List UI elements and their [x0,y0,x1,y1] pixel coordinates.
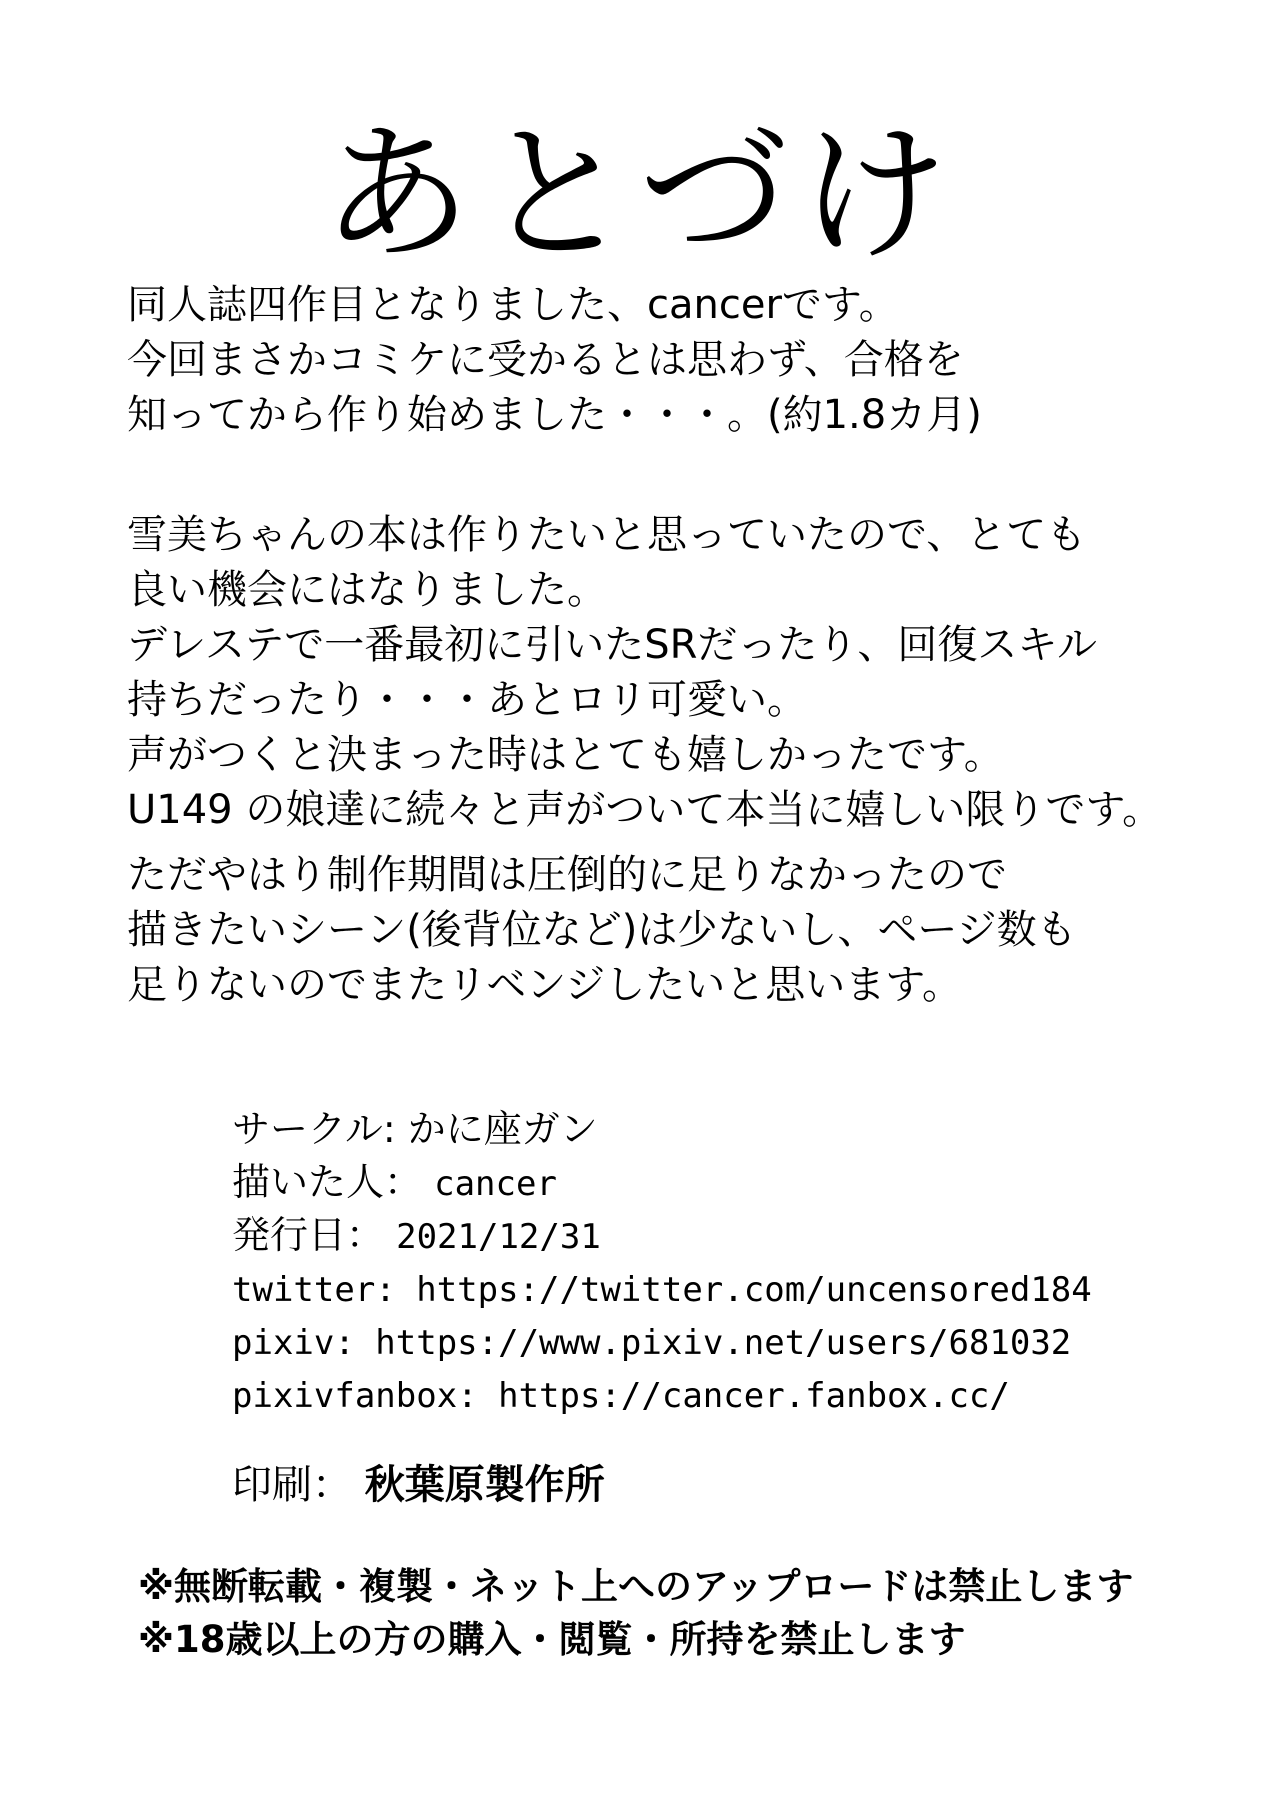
printer-info [232,1455,605,1515]
paragraph-line: 同人誌四作目となりました、cancerです。 [127,282,899,328]
colophon-label: pixivfanbox: [232,1376,499,1416]
colophon [232,1103,1232,1421]
paragraph-intro [127,278,1237,443]
author-name: cancer [434,1164,557,1204]
paragraph-closing [127,848,1237,1013]
colophon-label: サークル: [232,1107,408,1151]
colophon-label: twitter: [232,1270,417,1310]
publish-date: 2021/12/31 [396,1217,601,1257]
paragraph-line: 持ちだったり・・・あとロリ可愛い。 [127,677,807,723]
colophon-label: pixiv: [232,1323,376,1363]
notice-line: ※無断転載・複製・ネット上へのアップロードは禁止します [138,1565,1134,1608]
printer-name: 秋葉原製作所 [364,1462,605,1508]
paragraph-line: 良い機会にはなりました。 [127,567,607,613]
paragraph-line: ただやはり制作期間は圧倒的に足りなかったので [127,852,1007,898]
paragraph-line: 知ってから作り始めました・・・。(約1.8カ月) [127,392,982,438]
colophon-label: 発行日： [232,1213,397,1257]
paragraph-line: 今回まさかコミケに受かるとは思わず、合格を [127,337,964,383]
paragraph-line: 足りないのでまたリベンジしたいと思います。 [127,962,962,1008]
colophon-twitter [232,1262,1232,1315]
notice-line: ※18歳以上の方の購入・閲覧・所持を禁止します [138,1618,966,1661]
notices [138,1560,1133,1666]
page-title: あとづけ [321,108,959,282]
fanbox-link[interactable]: https://cancer.fanbox.cc/ [498,1376,1010,1416]
pixiv-link[interactable]: https://www.pixiv.net/users/681032 [375,1323,1072,1363]
paragraph-line: 声がつくと決まった時はとても嬉しかったです。 [127,732,1004,778]
paragraph-line: 描きたいシーン(後背位など)は少ないし、ページ数も [127,907,1077,953]
colophon-fanbox [232,1368,1232,1421]
colophon-date [232,1209,1232,1262]
twitter-link[interactable]: https://twitter.com/uncensored184 [416,1270,1092,1310]
paragraph-line: 雪美ちゃんの本は作りたいと思っていたので、とても [127,512,1087,558]
colophon-circle [232,1103,1232,1156]
paragraph-line: デレステで一番最初に引いたSRだったり、回復スキル [127,622,1097,668]
colophon-pixiv [232,1315,1232,1368]
circle-name: かに座ガン [407,1107,598,1151]
paragraph-line: U149 の娘達に続々と声がついて本当に嬉しい限りです。 [127,787,1163,833]
colophon-label: 描いた人： [232,1160,435,1204]
printer-label: 印刷： [232,1462,365,1508]
paragraph-character [127,508,1237,838]
colophon-author [232,1156,1232,1209]
